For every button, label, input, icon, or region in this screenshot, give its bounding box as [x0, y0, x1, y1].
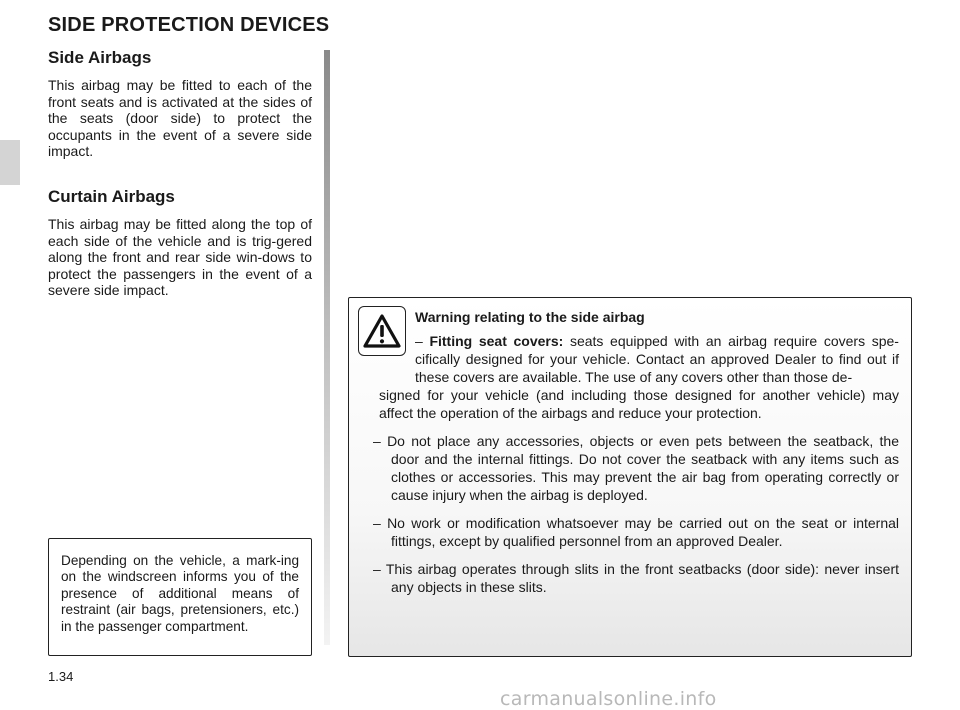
- warning-item-slits: – This airbag operates through slits in the front seatbacks (door side): never insert any objects in these slits.: [373, 561, 899, 595]
- left-column: [48, 48, 312, 299]
- warning-item-dash: –: [415, 333, 430, 349]
- column-divider: [324, 50, 330, 645]
- footer-watermark: carmanualsonline.info: [500, 688, 717, 710]
- warning-triangle-icon: [358, 306, 406, 356]
- warning-item-seat-covers-continued: signed for your vehicle (and including those designed for another vehicle) may affect the operation of the airbags and reduce your protection.: [379, 387, 899, 421]
- side-airbags-heading: Side Airbags: [48, 48, 152, 67]
- side-airbag-warning-box: [348, 297, 912, 657]
- chapter-tab-marker: [0, 140, 20, 185]
- side-airbags-section: [48, 48, 312, 160]
- warning-title: Warning relating to the side airbag: [415, 309, 645, 325]
- curtain-airbags-section: [48, 187, 312, 299]
- side-airbags-text: This airbag may be fitted to each of the front seats and is activated at the sides of the seats (door side) to protect the occupants in the event of a severe side impact.: [48, 77, 312, 160]
- curtain-airbags-heading: Curtain Airbags: [48, 186, 175, 206]
- warning-item-seat-covers: [415, 332, 899, 386]
- warning-item-accessories: – Do not place any accessories, objects or even pets between the seatback, the door and the internal fittings. Do not cover the seatback with any items such as clothes or accessories. This may prevent the air bag from operating correctly or cause injury when the airbag is deployed.: [373, 433, 899, 503]
- warning-item-no-modification: – No work or modification whatsoever may be carried out on the seat or internal fittings, except by qualified personnel from an approved Dealer.: [373, 515, 899, 549]
- curtain-airbags-text: This airbag may be fitted along the top of each side of the vehicle and is trig-gered along the front and rear side win-dows to protect the passengers in the event of a severe side impact.: [48, 215, 312, 299]
- note-text: Depending on the vehicle, a mark-ing on the windscreen informs you of the presence of additional means of restraint (air bags, pretensioners, etc.) in the passenger compartment.: [61, 553, 299, 634]
- page-title: SIDE PROTECTION DEVICES: [48, 14, 330, 36]
- page-number: 1.34: [48, 669, 74, 684]
- warning-item-text: seats equipped with an airbag require covers spe-cifically designed for your vehicle. Contact an approved Dealer to find out if these covers are available. The use of any covers other than those de-: [415, 333, 899, 385]
- warning-item-bold-label: Fitting seat covers:: [429, 333, 564, 349]
- windscreen-marking-note: [48, 538, 312, 656]
